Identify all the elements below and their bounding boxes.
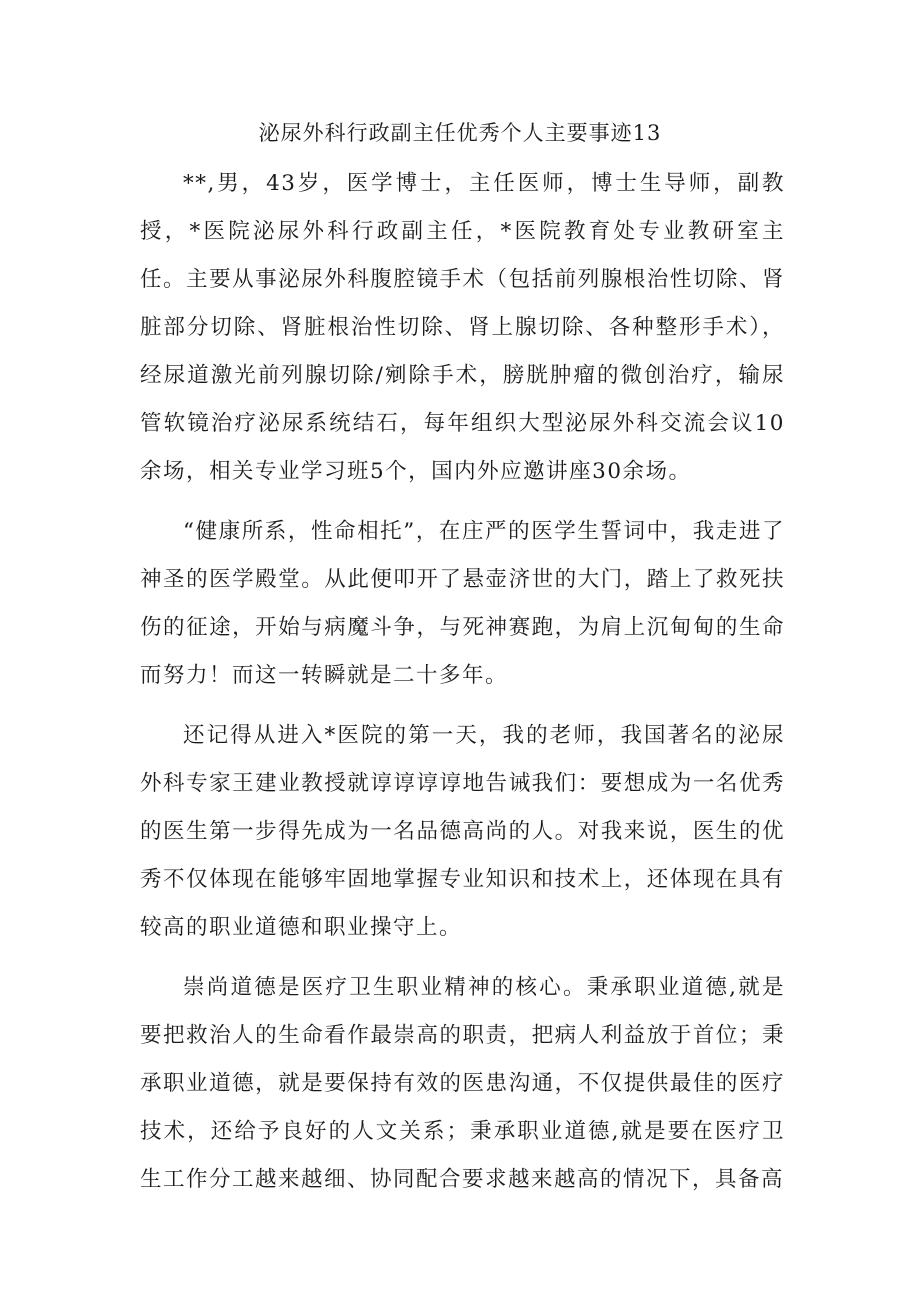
paragraph-ethics: 崇尚道德是医疗卫生职业精神的核心。秉承职业道德,就是要把救治人的生命看作最崇高的职责，把病人利益放于首位；秉承职业道德，就是要保持有效的医患沟通，不仅提供最佳的医疗技术，还给予良好的人文关系；秉承职业道德,就是要在医疗卫生工作分工越来越细、协同配合要求越来越高的情况下，具备高 xyxy=(140,975,785,1192)
document-body xyxy=(140,160,785,1216)
document-title: 泌尿外科行政副主任优秀个人主要事迹13 xyxy=(258,121,662,145)
paragraph-oath: “健康所系，性命相托”，在庄严的医学生誓词中，我走进了神圣的医学殿堂。从此便叩开了悬壶济世的大门，踏上了救死扶伤的征途，开始与病魔斗争，与死神赛跑，为肩上沉甸甸的生命而努力！而这一转瞬就是二十多年。 xyxy=(140,519,785,688)
paragraph-mentor: 还记得从进入*医院的第一天，我的老师，我国著名的泌尿外科专家王建业教授就谆谆谆谆地告诫我们：要想成为一名优秀的医生第一步得先成为一名品德高尚的人。对我来说，医生的优秀不仅体现在能够牢固地掌握专业知识和技术上，还体现在具有较高的职业道德和职业操守上。 xyxy=(140,723,785,940)
paragraph-profile: **,男，43岁，医学博士，主任医师，博士生导师，副教授，*医院泌尿外科行政副主任，*医院教育处专业教研室主任。主要从事泌尿外科腹腔镜手术（包括前列腺根治性切除、肾脏部分切除、肾脏根治性切除、肾上腺切除、各种整形手术），经尿道激光前列腺切除/剜除手术，膀胱肿瘤的微创治疗，输尿管软镜治疗泌尿系统结石，每年组织大型泌尿外科交流会议10余场，相关专业学习班5个，国内外应邀讲座30余场。 xyxy=(140,171,785,484)
